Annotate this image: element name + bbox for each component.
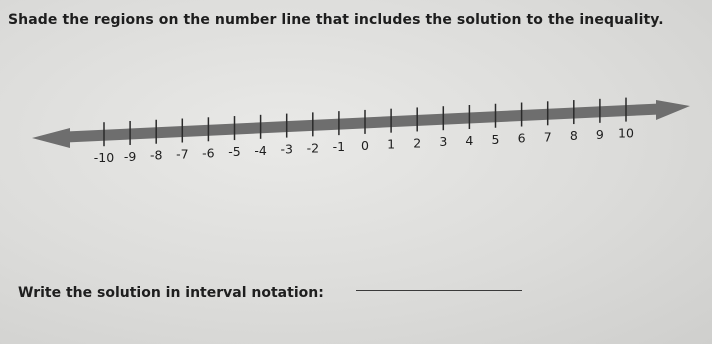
- tick-label: 4: [465, 132, 474, 148]
- tick-label: -6: [202, 145, 215, 161]
- tick-label: 9: [595, 126, 604, 142]
- interval-notation-prompt: Write the solution in interval notation:: [18, 285, 324, 301]
- tick-label: -5: [228, 144, 241, 160]
- tick-label: -7: [176, 146, 189, 162]
- tick-label: -9: [123, 148, 137, 164]
- tick-label: -4: [254, 142, 267, 158]
- tick-label: 6: [517, 130, 526, 146]
- tick-label: -2: [306, 140, 320, 156]
- left-arrow-icon: [32, 128, 70, 148]
- tick-label: -8: [149, 147, 163, 163]
- tick-label: 8: [569, 128, 578, 144]
- tick-label: -1: [332, 139, 346, 155]
- tick-label: 10: [618, 125, 634, 141]
- interval-answer-blank[interactable]: [356, 290, 522, 291]
- right-arrow-icon: [656, 100, 690, 120]
- tick-label: 2: [413, 135, 422, 151]
- tick-label: 7: [543, 129, 552, 145]
- tick-label: 0: [361, 137, 369, 153]
- tick-label: -3: [280, 141, 293, 157]
- tick-label: -10: [93, 150, 115, 166]
- tick-label: 1: [387, 136, 396, 152]
- instruction-text: Shade the regions on the number line that includes the solution to the inequality.: [8, 12, 664, 28]
- tick-label: 5: [491, 131, 500, 147]
- tick-label: 3: [439, 134, 448, 150]
